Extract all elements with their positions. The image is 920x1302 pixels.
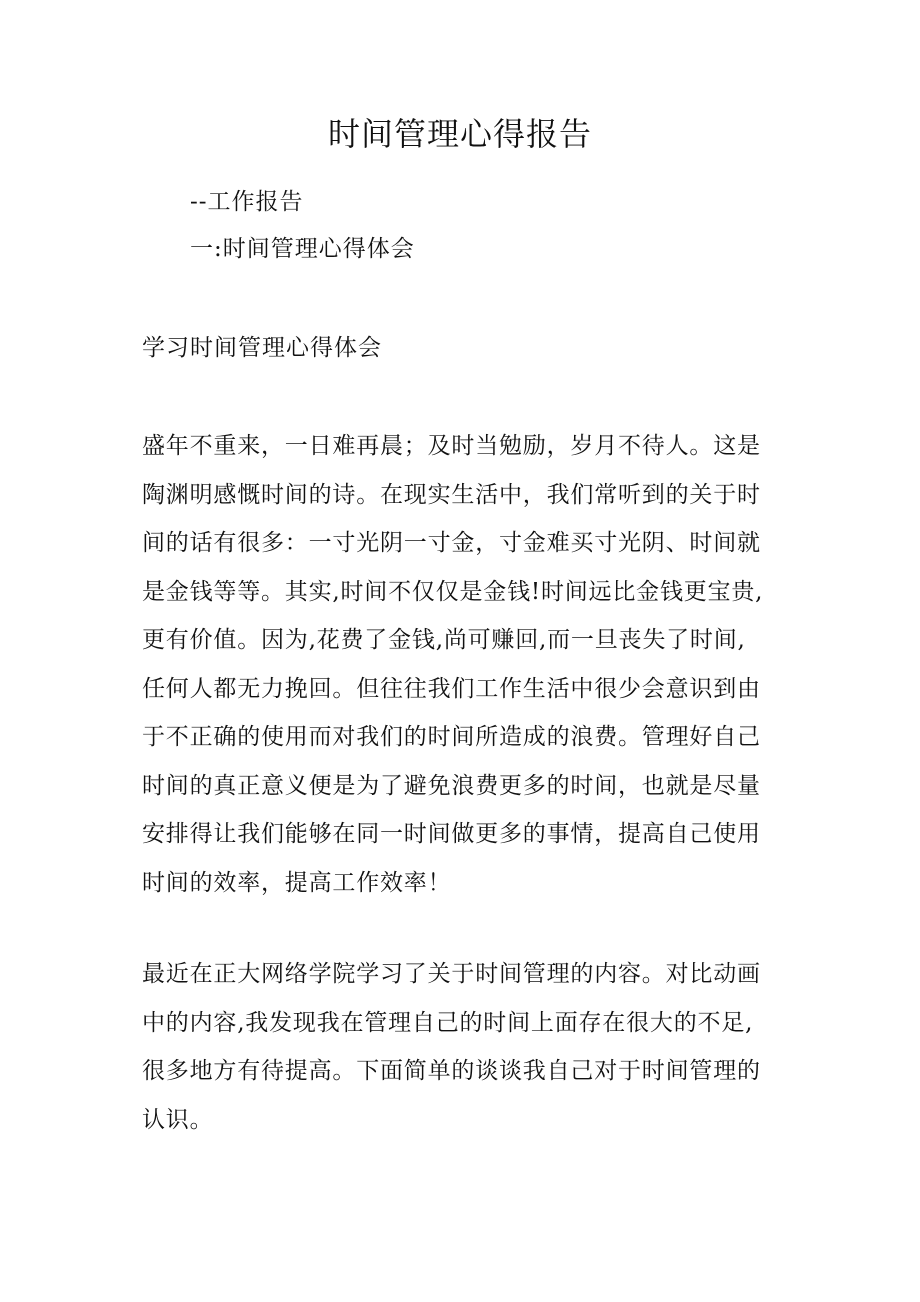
paragraph-line: 是金钱等等。其实,时间不仅仅是金钱!时间远比金钱更宝贵, [142, 578, 764, 605]
paragraph-line: 很多地方有待提高。下面简单的谈谈我自己对于时间管理的 [142, 1058, 761, 1084]
article-heading: 学习时间管理心得体会 [142, 335, 382, 361]
paragraph-line: 间的话有很多：一寸光阴一寸金，寸金难买寸光阴、时间就 [142, 530, 761, 556]
paragraph-line: 更有价值。因为,花费了金钱,尚可赚回,而一旦丧失了时间, [142, 627, 746, 653]
paragraph-line: 中的内容,我发现我在管理自己的时间上面存在很大的不足, [142, 1009, 754, 1036]
paragraph-line: 盛年不重来，一日难再晨；及时当勉励，岁月不待人。这是 [142, 433, 761, 459]
document-title: 时间管理心得报告 [327, 115, 592, 153]
paragraph-line: 安排得让我们能够在同一时间做更多的事情，提高自己使用 [142, 821, 761, 847]
section-heading: 一:时间管理心得体会 [190, 236, 415, 262]
paragraph-line: 于不正确的使用而对我们的时间所造成的浪费。管理好自己 [142, 724, 761, 750]
paragraph-line: 时间的效率，提高工作效率！ [142, 869, 452, 896]
paragraph-1 [142, 422, 784, 907]
paragraph-line: 时间的真正意义便是为了避免浪费更多的时间，也就是尽量 [142, 772, 761, 799]
paragraph-line: 任何人都无力挽回。但往往我们工作生活中很少会意识到由 [142, 675, 761, 702]
paragraph-line: 陶渊明感慨时间的诗。在现实生活中，我们常听到的关于时 [142, 481, 761, 508]
paragraph-line: 认识。 [142, 1106, 214, 1133]
paragraph-2 [142, 950, 784, 1144]
paragraph-line: 最近在正大网络学院学习了关于时间管理的内容。对比动画 [142, 961, 761, 987]
document-subtitle: --工作报告 [190, 189, 304, 215]
